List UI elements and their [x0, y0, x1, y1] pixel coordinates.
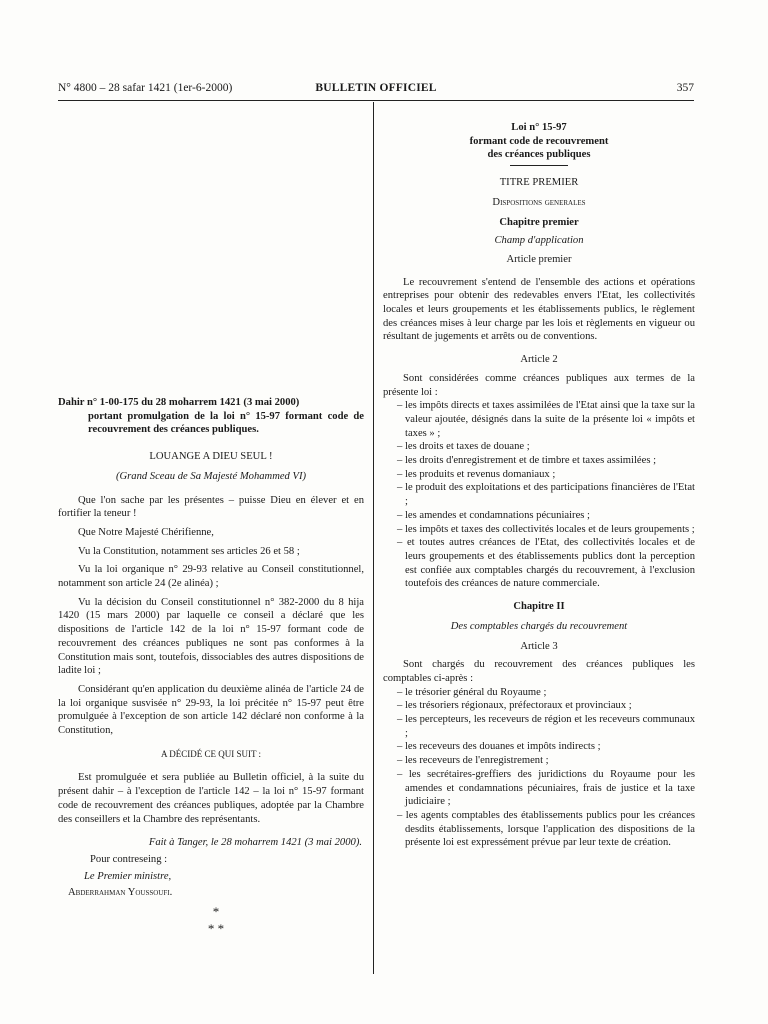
- article-3-heading: Article 3: [520, 640, 558, 652]
- dahir-paragraph-2: Que Notre Majesté Chérifienne,: [78, 526, 214, 538]
- list-item: – les percepteurs, les receveurs de région et les receveurs communaux ;: [397, 714, 695, 739]
- loi-subtitle-1: formant code de recouvrement: [469, 135, 609, 147]
- header-rule: [58, 100, 694, 101]
- article-premier-text: Le recouvrement s'entend de l'ensemble des actions et opérations entreprises pour obtenir des redevables envers l'Etat, les collectivités locales et leurs groupements et les établissements publics, le règlement des créances mises à leur charge par les lois et règlements en vigueur ou résultant de jugements et arrêts ou de conventions.: [383, 276, 695, 343]
- list-item: – les impôts et taxes des collectivités locales et de leurs groupements ;: [397, 523, 695, 535]
- article-2-heading: Article 2: [520, 354, 558, 366]
- list-item: – les amendes et condamnations pécuniaires ;: [397, 509, 590, 521]
- list-item: – les trésoriers régionaux, préfectoraux et provinciaux ;: [397, 700, 632, 712]
- dahir-paragraph-1: Que l'on sache par les présentes – puisse Dieu en élever et en fortifier la teneur !: [58, 494, 364, 520]
- article-2-list: [383, 399, 695, 591]
- champ-application: Champ d'application: [494, 235, 584, 247]
- grand-sceau: (Grand Sceau de Sa Majesté Mohammed VI): [115, 470, 307, 482]
- list-item: – les produits et revenus domaniaux ;: [397, 468, 556, 480]
- dahir-paragraph-7: Est promulguée et sera publiée au Bulletin officiel, à la suite du présent dahir – à l'exception de l'article 142 – la loi n° 15-97 formant code de recouvrement des créances publiques, adoptée par la Chambre des conseillers et la Chambre des représentants.: [58, 772, 364, 825]
- titre-premier: TITRE PREMIER: [499, 177, 579, 189]
- dispositions-generales: Dispositions generales: [492, 196, 586, 208]
- issue-reference: N° 4800 – 28 safar 1421 (1er-6-2000): [58, 82, 233, 94]
- signataire: Abderrahman Youssoufi.: [68, 887, 173, 899]
- contreseing: Pour contreseing :: [90, 853, 168, 865]
- column-divider: [373, 102, 374, 974]
- list-item: – les droits d'enregistrement et de timbre et taxes assimilées ;: [397, 455, 657, 467]
- article-3-list: [383, 686, 695, 850]
- separator-star-top: *: [212, 904, 220, 920]
- dahir-title-rest: portant promulgation de la loi n° 15-97 formant code de recouvrement des créances publiques.: [88, 410, 364, 436]
- loi-section: [383, 121, 695, 850]
- list-item: – les receveurs des douanes et impôts indirects ;: [397, 741, 601, 753]
- dahir-title-first: Dahir n° 1-00-175 du 28 moharrem 1421 (3 mai 2000): [58, 397, 300, 408]
- dahir-paragraph-3: Vu la Constitution, notamment ses articles 26 et 58 ;: [78, 545, 300, 557]
- decision-heading: A DÉCIDÉ CE QUI SUIT :: [160, 748, 262, 759]
- article-3-intro: Sont chargés du recouvrement des créances publiques les comptables ci-après :: [383, 659, 695, 684]
- list-item: – et toutes autres créances de l'Etat, des collectivités locales et de leurs groupements et des établissements publics dont la perception est confiée aux comptables chargés du recouvrement, à l'exclusion toutefois des créances de nature commerciale.: [397, 537, 695, 590]
- separator-star-bottom: * *: [207, 921, 225, 937]
- dahir-paragraph-6: Considérant qu'en application du deuxième alinéa de l'article 24 de la loi organique susvisée n° 29-93, la loi précitée n° 15-97 peut être promulguée à l'exception de son article 142 déclaré non conforme à la Constitution,: [58, 683, 364, 737]
- loi-title: Loi n° 15-97: [511, 122, 567, 133]
- page-number: 357: [676, 82, 694, 94]
- premier-ministre: Le Premier ministre,: [84, 870, 172, 882]
- chapitre-2: Chapitre II: [513, 601, 565, 613]
- dahir-paragraph-5: Vu la décision du Conseil constitutionnel n° 382-2000 du 8 hija 1420 (15 mars 2000) par laquelle ce conseil a déclaré que les dispositions de l'article 142 de la loi n° 15-97 formant code de recouvrement des créances publiques ne sont pas conformes à la Constitution mais sont, toutefois, dissociables des autres dispositions de ladite loi ;: [58, 596, 364, 677]
- fait-a-tanger: Fait à Tanger, le 28 moharrem 1421 (3 mai 2000).: [148, 837, 362, 849]
- list-item: – les secrétaires-greffiers des juridictions du Royaume pour les amendes et condamnations pécuniaires, frais de justice et la taxe judiciaire ;: [397, 768, 695, 808]
- dahir-title: [58, 396, 364, 437]
- list-item: – les agents comptables des établissements publics pour les créances desdits établissements, lorsque l'application des dispositions de la présente loi est expressément prévue par leur texte de création.: [397, 809, 695, 849]
- list-item: – le produit des exploitations et des participations financières de l'Etat ;: [397, 482, 695, 508]
- publication-title: BULLETIN OFFICIEL: [315, 82, 437, 94]
- list-item: – les receveurs de l'enregistrement ;: [397, 755, 549, 767]
- dahir-paragraph-4: Vu la loi organique n° 29-93 relative au Conseil constitutionnel, notamment son article 24 (2e alinéa) ;: [58, 564, 364, 590]
- comptables-heading: Des comptables chargés du recouvrement: [450, 620, 628, 632]
- dahir-section: [58, 396, 364, 936]
- chapitre-premier: Chapitre premier: [499, 216, 579, 228]
- list-item: – les impôts directs et taxes assimilées de l'Etat ainsi que la taxe sur la valeur ajoutée, désignés dans la suite de la présente loi « impôts et taxes » ;: [397, 400, 695, 439]
- list-item: – les droits et taxes de douane ;: [397, 441, 530, 453]
- article-premier: Article premier: [506, 253, 572, 265]
- louange: LOUANGE A DIEU SEUL !: [149, 451, 273, 463]
- article-2-intro: Sont considérées comme créances publiques aux termes de la présente loi :: [383, 372, 695, 398]
- list-item: – le trésorier général du Royaume ;: [397, 686, 547, 698]
- title-rule: [510, 165, 568, 166]
- page-header: [58, 82, 694, 98]
- loi-subtitle-2: des créances publiques: [487, 149, 591, 161]
